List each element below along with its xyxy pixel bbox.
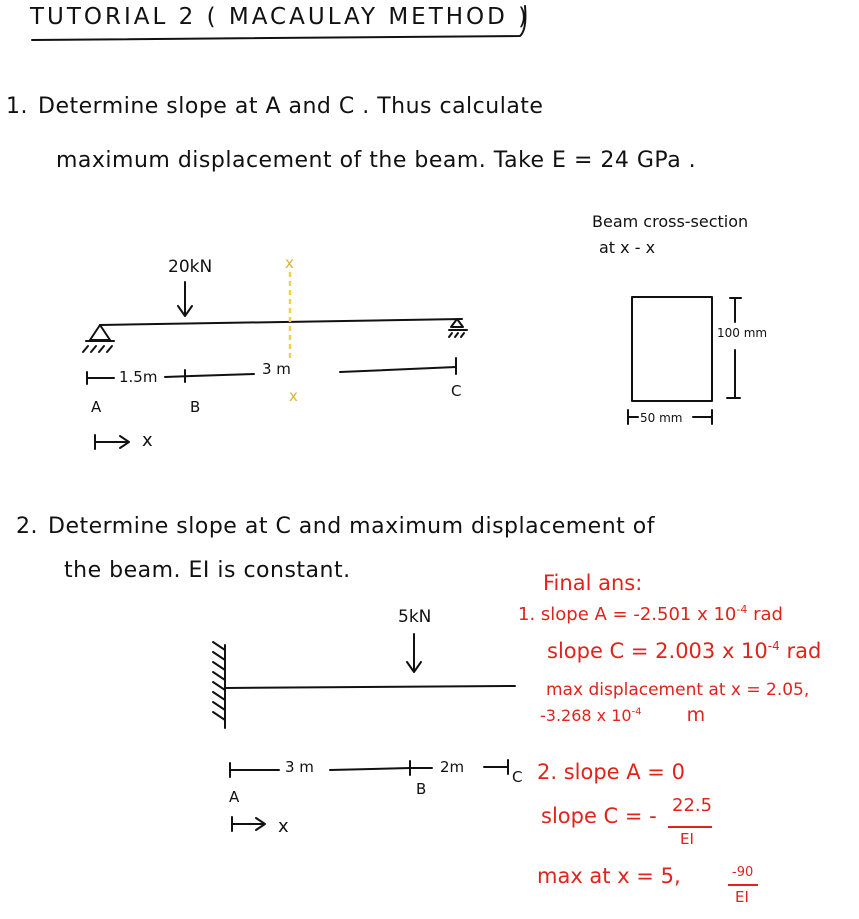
answer-1-max-exponent: -4 (631, 706, 642, 718)
answer-2-slope-c-denominator: EI (680, 830, 694, 848)
q1-section-marker-bottom: x (289, 387, 298, 405)
q2-dim-bc: 2m (440, 758, 465, 776)
answer-1-slope-a-exponent: -4 (736, 603, 748, 616)
answer-1-slope-c-unit: rad (786, 639, 822, 663)
answer-2-max-denominator: EI (735, 888, 749, 906)
answer-2-slope-c-numerator: 22.5 (672, 795, 713, 816)
q2-text-line1: Determine slope at C and maximum displacement of (48, 514, 655, 539)
answers-heading: Final ans: (543, 571, 643, 595)
q1-load-arrow (178, 282, 192, 316)
q2-load-arrow (407, 634, 421, 672)
q2-x-axis-label: x (278, 816, 289, 837)
q1-point-a: A (91, 398, 102, 416)
section-width-dim (628, 410, 712, 424)
answer-1-max-value: -3.268 x 10 (540, 706, 632, 725)
q2-point-a: A (229, 788, 240, 806)
q1-point-b: B (190, 398, 201, 416)
q1-point-c: C (451, 382, 462, 400)
q1-x-axis-arrow (95, 435, 129, 449)
section-height-dim (727, 298, 741, 398)
q2-dim-ab: 3 m (285, 758, 314, 776)
q1-pin-support (90, 325, 110, 340)
q1-load-label: 20kN (168, 257, 213, 277)
q1-beam (100, 319, 462, 325)
page-title: TUTORIAL 2 ( MACAULAY METHOD ) (30, 4, 531, 30)
answer-1-slope-a-value: 1. slope A = -2.501 x 10 (518, 604, 737, 625)
q1-number: 1. (6, 94, 28, 119)
q2-point-c: C (512, 768, 523, 786)
section-title-line1: Beam cross-section (592, 212, 749, 231)
q1-dim-bc: 3 m (262, 360, 291, 378)
q1-text-line1: Determine slope at A and C . Thus calculate (38, 94, 544, 119)
q2-dimension-line (230, 760, 508, 777)
answer-2-slope-a: 2. slope A = 0 (537, 760, 685, 784)
q2-x-axis-arrow (232, 817, 265, 831)
answer-1-max-label: max displacement at x = 2.05, (546, 680, 810, 700)
q1-dimension-line (87, 358, 456, 384)
q2-number: 2. (16, 514, 38, 539)
q1-text-line2: maximum displacement of the beam. Take E = 24 GPa . (56, 148, 697, 173)
section-rectangle (632, 297, 712, 401)
answer-1-slope-c-exponent: -4 (767, 639, 780, 653)
q2-point-b: B (416, 780, 427, 798)
q2-beam (225, 686, 515, 688)
q1-roller-support (451, 319, 463, 327)
answer-1-max-unit: m (686, 704, 706, 726)
section-width-label: 50 mm (640, 411, 683, 425)
answer-1-slope-c-value: slope C = 2.003 x 10 (547, 639, 768, 663)
answer-2-max-numerator: -90 (732, 865, 754, 880)
section-height-label: 100 mm (717, 326, 768, 340)
q2-text-line2: the beam. EI is constant. (64, 558, 351, 583)
title-underline (32, 6, 525, 40)
q1-dim-ab: 1.5m (119, 368, 158, 386)
section-title-line2: at x - x (599, 238, 656, 257)
answer-2-max-label: max at x = 5, (537, 864, 681, 888)
q2-load-label: 5kN (398, 607, 432, 627)
q1-x-axis-label: x (142, 430, 153, 451)
q1-section-marker-top: x (285, 254, 294, 272)
answer-2-slope-c-label: slope C = - (541, 804, 657, 828)
answer-1-slope-a-unit: rad (753, 604, 783, 625)
